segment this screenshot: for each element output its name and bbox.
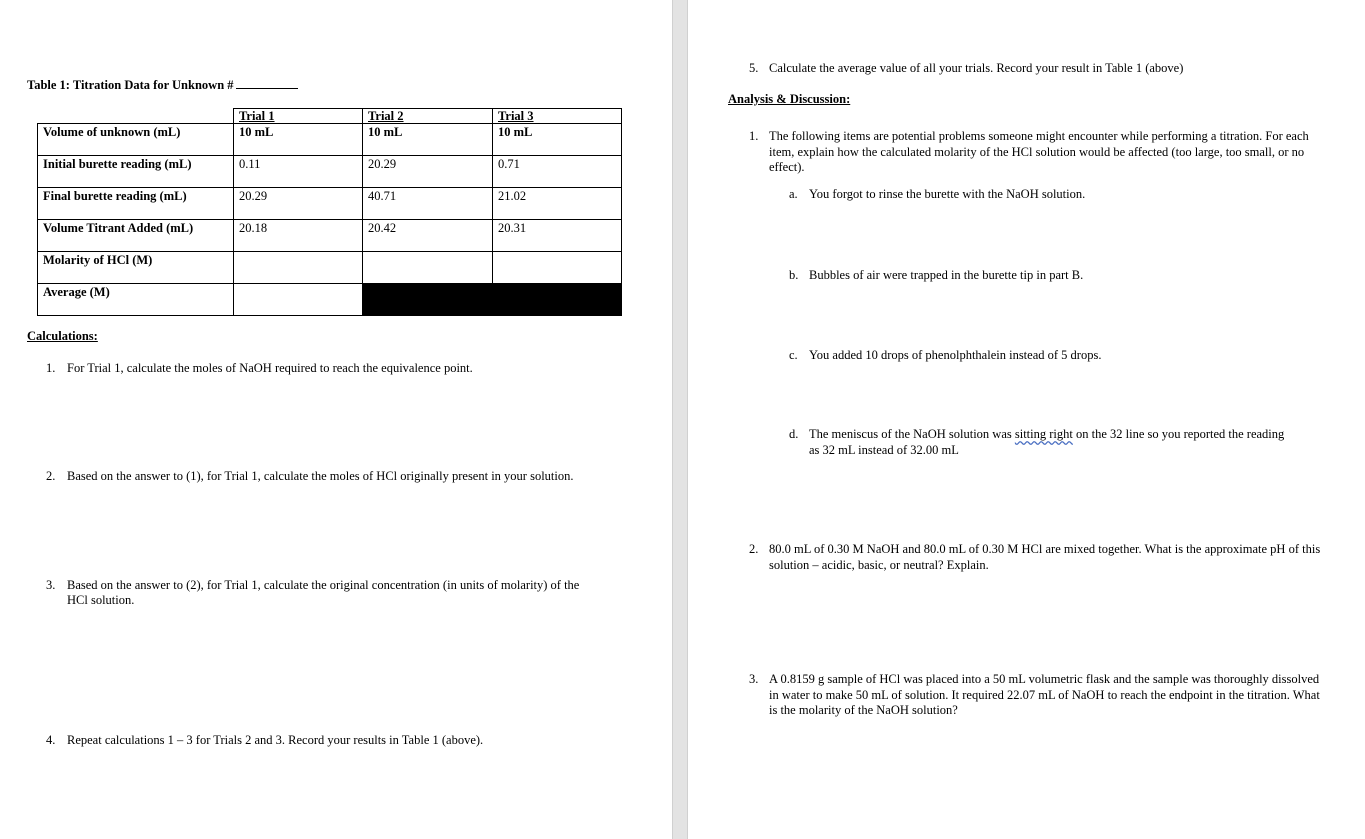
calc-item-4-number: 4. xyxy=(46,733,56,747)
subitem-b-letter: b. xyxy=(789,268,799,282)
item-5-text: Calculate the average value of all your trials. Record your result in Table 1 (above) xyxy=(769,61,1184,75)
table-row xyxy=(38,124,622,156)
document-page-right xyxy=(688,0,1365,839)
table-cell: 21.02 xyxy=(493,188,622,220)
titration-data-table xyxy=(37,108,622,316)
row-label: Average (M) xyxy=(38,284,234,316)
subitem-d-text: The meniscus of the NaOH solution was sitting right on the 32 line so you reported the reading xyxy=(809,427,1285,441)
item-5-number: 5. xyxy=(749,61,759,75)
table-cell: 20.31 xyxy=(493,220,622,252)
page-gutter xyxy=(672,0,688,839)
table-cell: 0.71 xyxy=(493,156,622,188)
table-cell-empty xyxy=(234,252,363,284)
table-cell: 20.18 xyxy=(234,220,363,252)
subitem-c-text: You added 10 drops of phenolphthalein instead of 5 drops. xyxy=(809,348,1102,362)
spellcheck-marked-text: sitting right xyxy=(1014,427,1073,441)
table-cell: 40.71 xyxy=(363,188,493,220)
subitem-c-letter: c. xyxy=(789,348,798,362)
calc-item-1-number: 1. xyxy=(46,361,56,375)
table-cell: 20.42 xyxy=(363,220,493,252)
table-cell-empty xyxy=(363,252,493,284)
subitem-d-text-cont: as 32 mL instead of 32.00 mL xyxy=(809,443,959,457)
subitem-d-letter: d. xyxy=(789,427,799,441)
row-label: Molarity of HCl (M) xyxy=(38,252,234,284)
table-cell: 10 mL xyxy=(234,124,363,156)
table-row xyxy=(38,284,622,316)
table-row xyxy=(38,252,622,284)
calculations-heading: Calculations: xyxy=(27,329,98,343)
table-row xyxy=(38,220,622,252)
table-cell: 0.11 xyxy=(234,156,363,188)
row-label: Final burette reading (mL) xyxy=(38,188,234,220)
calc-item-3-number: 3. xyxy=(46,578,56,592)
question-1-number: 1. xyxy=(749,129,759,143)
table-cell-empty xyxy=(493,252,622,284)
row-label: Volume of unknown (mL) xyxy=(38,124,234,156)
table-row xyxy=(38,188,622,220)
table-header-row xyxy=(38,109,622,124)
table-cell: 20.29 xyxy=(234,188,363,220)
row-label: Initial burette reading (mL) xyxy=(38,156,234,188)
question-2-text: 80.0 mL of 0.30 M NaOH and 80.0 mL of 0.30 M HCl are mixed together. What is the approximate pH of this solution – acidic, basic, or neutral? Explain. xyxy=(769,542,1321,572)
calc-item-4-text: Repeat calculations 1 – 3 for Trials 2 and 3. Record your results in Table 1 (above). xyxy=(67,733,484,747)
table-row xyxy=(38,156,622,188)
table-cell-empty xyxy=(234,284,363,316)
calc-item-2-text: Based on the answer to (1), for Trial 1, calculate the moles of HCl originally present in your solution. xyxy=(67,469,574,483)
calc-item-3-text: Based on the answer to (2), for Trial 1, calculate the original concentration (in units of molarity) of the xyxy=(67,578,580,592)
calc-item-2-number: 2. xyxy=(46,469,56,483)
calc-item-1-text: For Trial 1, calculate the moles of NaOH required to reach the equivalence point. xyxy=(67,361,473,375)
subitem-a-letter: a. xyxy=(789,187,798,201)
question-3-number: 3. xyxy=(749,672,759,686)
blacked-out-cell xyxy=(363,284,622,316)
table-cell: 10 mL xyxy=(363,124,493,156)
question-3-text: A 0.8159 g sample of HCl was placed into a 50 mL volumetric flask and the sample was thoroughly dissolved in water to make 50 mL of solution. It required 22.07 mL of NaOH to reach the endpoint in the titration. What is the molarity of the NaOH solution? xyxy=(769,672,1320,717)
header-trial-1: Trial 1 xyxy=(234,109,363,124)
subitem-a-text: You forgot to rinse the burette with the NaOH solution. xyxy=(809,187,1086,201)
analysis-heading: Analysis & Discussion: xyxy=(728,92,851,106)
row-label: Volume Titrant Added (mL) xyxy=(38,220,234,252)
unknown-number-blank xyxy=(236,77,298,89)
header-trial-3: Trial 3 xyxy=(493,109,622,124)
question-2-number: 2. xyxy=(749,542,759,556)
header-trial-2: Trial 2 xyxy=(363,109,493,124)
document-page-left xyxy=(0,0,672,839)
table-cell: 10 mL xyxy=(493,124,622,156)
calc-item-3-text-cont: HCl solution. xyxy=(67,593,135,607)
table-caption: Table 1: Titration Data for Unknown # xyxy=(27,77,298,94)
table-cell: 20.29 xyxy=(363,156,493,188)
question-1-text: The following items are potential problems someone might encounter while performing a titration. For each item, explain how the calculated molarity of the HCl solution would be affected (too large, too small, or no effect). xyxy=(769,129,1309,174)
subitem-b-text: Bubbles of air were trapped in the burette tip in part B. xyxy=(809,268,1084,282)
